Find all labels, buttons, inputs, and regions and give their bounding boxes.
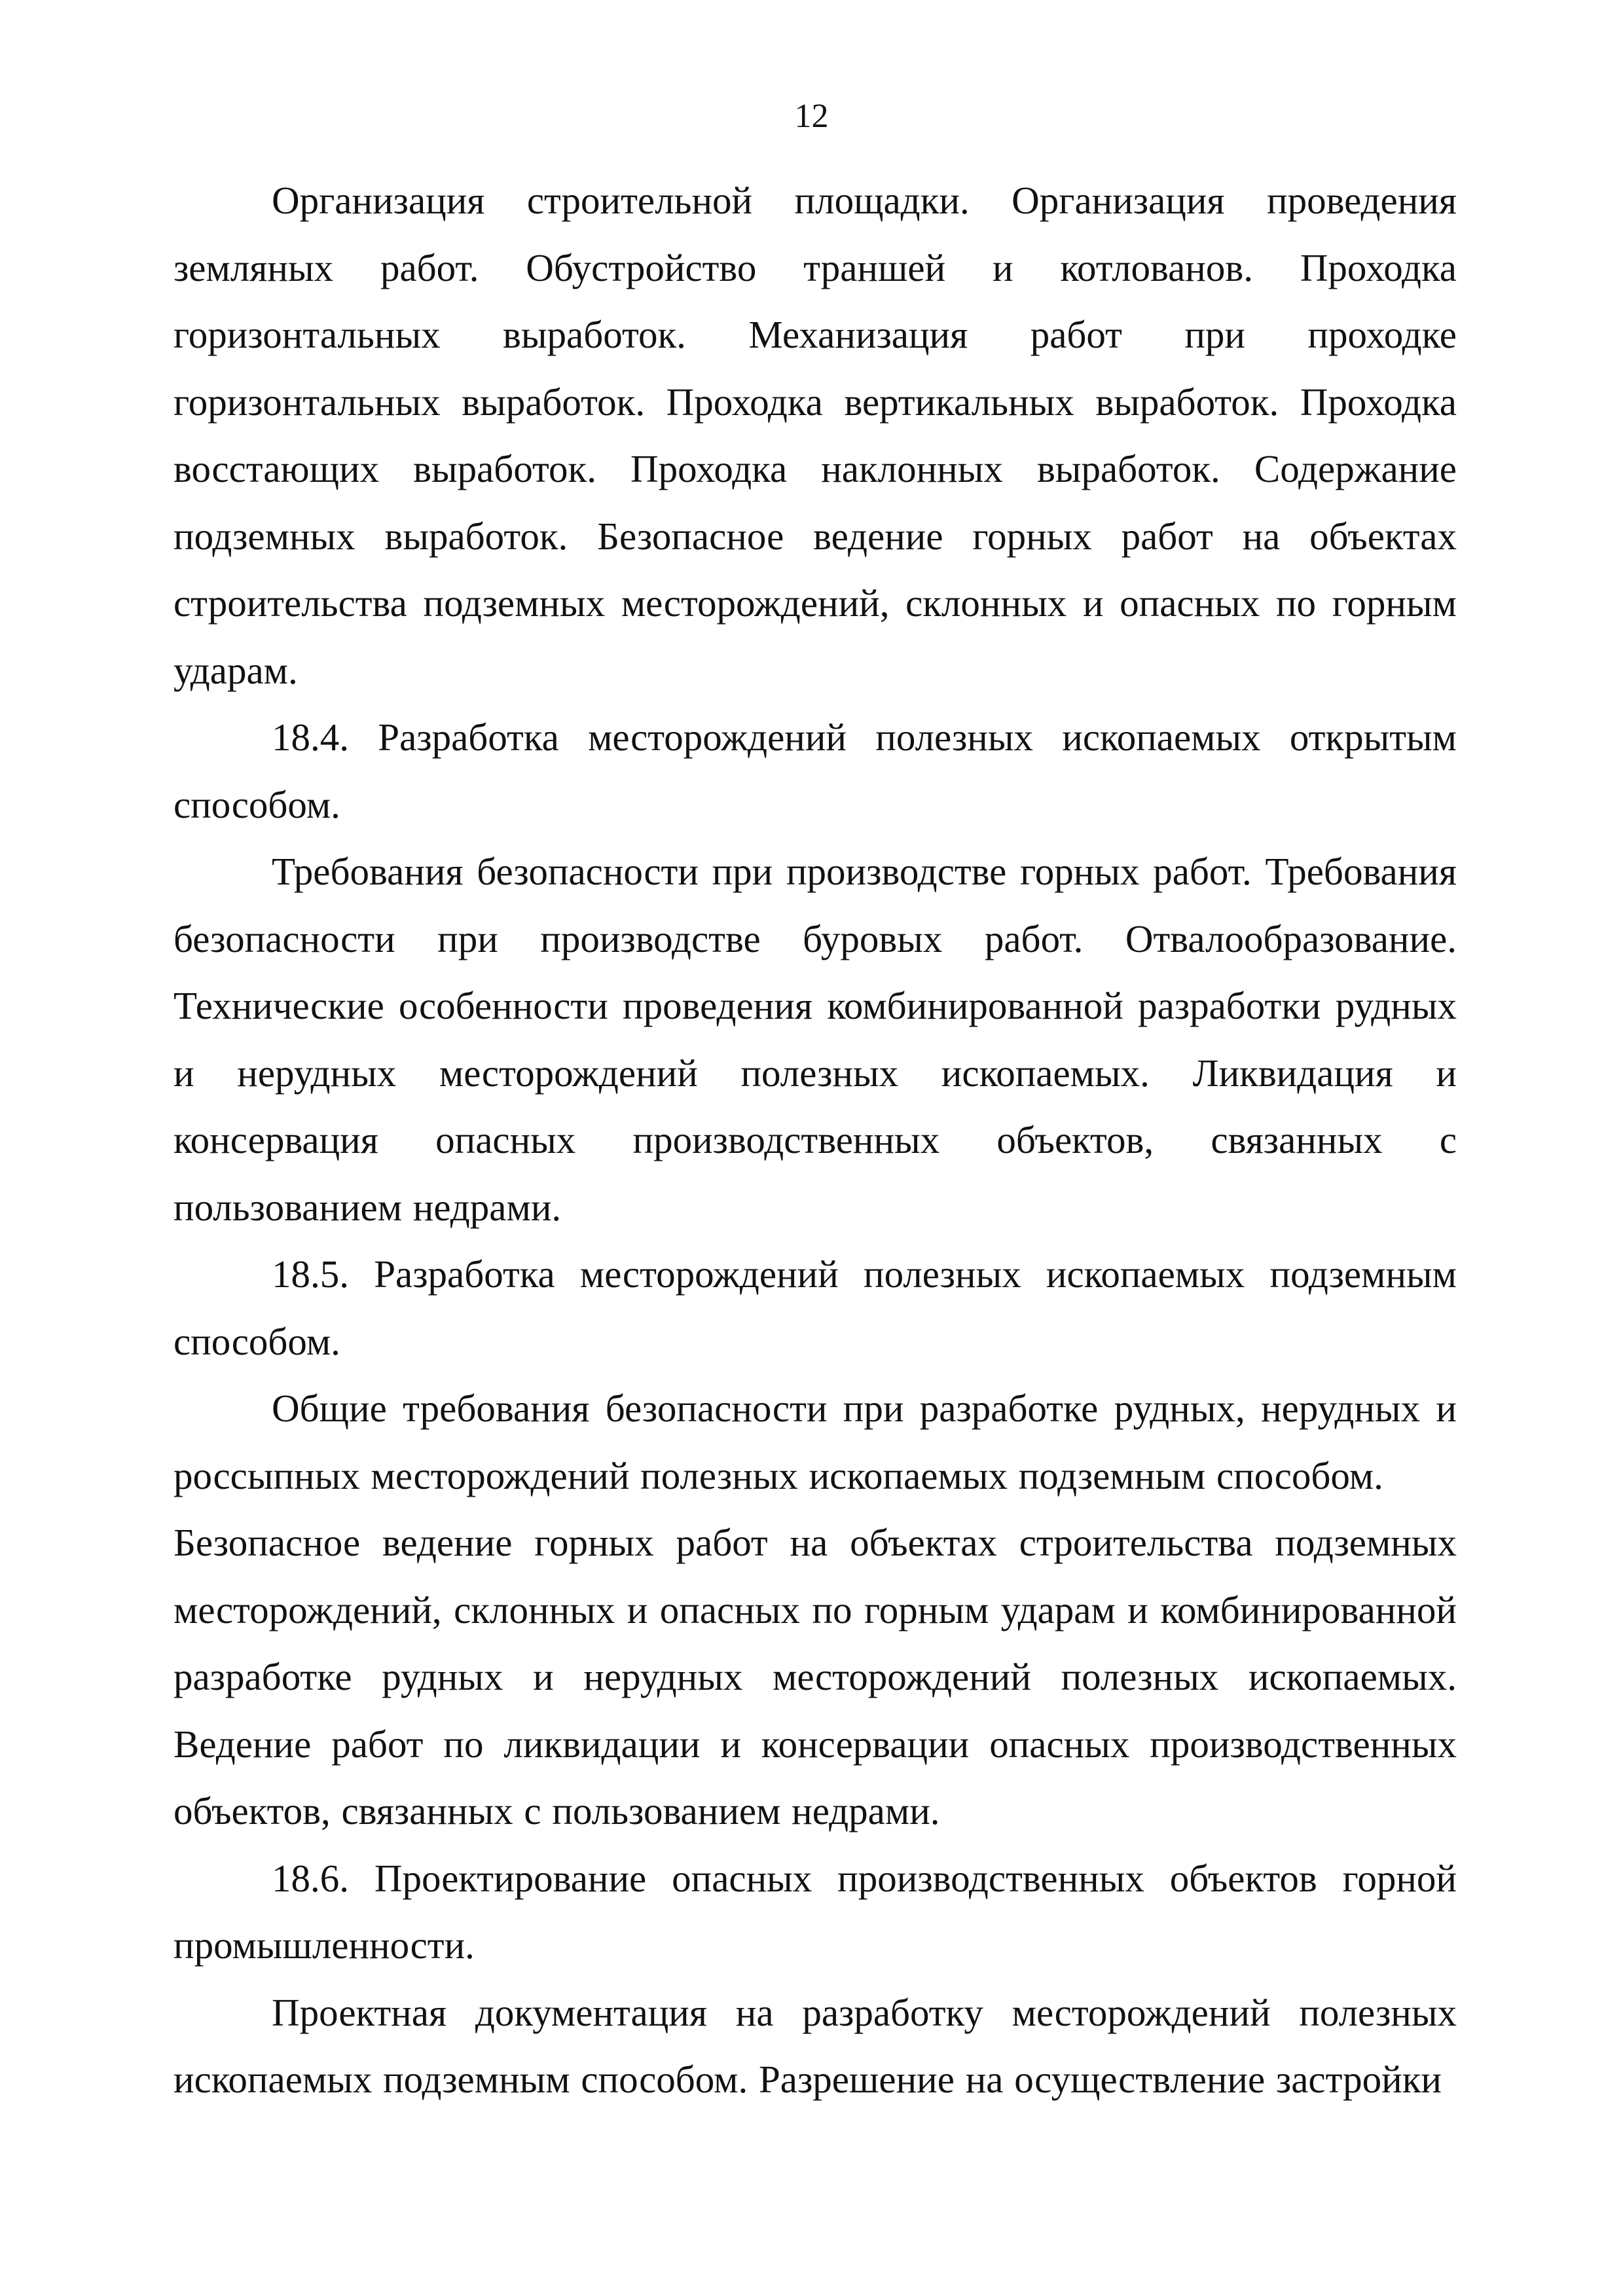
section-heading-18-6: 18.6. Проектирование опасных производственных объектов горной промышленности. — [173, 1856, 1457, 1967]
section-heading-18-5: 18.5. Разработка месторождений полезных ископаемых подземным способом. — [173, 1252, 1457, 1363]
paragraph-underground-general-requirements: Общие требования безопасности при разработке рудных, нерудных и россыпных месторождений полезных ископаемых подземным способом. — [173, 1387, 1457, 1497]
page-number: 12 — [794, 98, 829, 135]
document-body — [173, 167, 1457, 2113]
paragraph-project-documentation: Проектная документация на разработку месторождений полезных ископаемых подземным способом. Разрешение на осуществление застройки — [173, 1990, 1457, 2101]
section-heading-18-4: 18.4. Разработка месторождений полезных ископаемых открытым способом. — [173, 716, 1457, 826]
paragraph-open-pit-requirements: Требования безопасности при производстве горных работ. Требования безопасности при производстве буровых работ. Отвалообразование. Технические особенности проведения комбинированной разработки рудных и нерудных месторождений полезных ископаемых. Ликвидация и консервация опасных производственных объектов, связанных с пользованием недрами. — [173, 850, 1457, 1229]
paragraph-construction-site: Организация строительной площадки. Организация проведения земляных работ. Обустройство траншей и котлованов. Проходка горизонтальных выработок. Механизация работ при проходке горизонтальных выработок. Проходка вертикальных выработок. Проходка восстающих выработок. Проходка наклонных выработок. Содержание подземных выработок. Безопасное ведение горных работ на объектах строительства подземных месторождений, склонных и опасных по горным ударам. — [173, 179, 1457, 692]
paragraph-underground-safe-mining: Безопасное ведение горных работ на объектах строительства подземных месторождений, склонных и опасных по горным ударам и комбинированной разработке рудных и нерудных месторождений полезных ископаемых. Ведение работ по ликвидации и консервации опасных производственных объектов, связанных с пользованием недрами. — [173, 1521, 1457, 1832]
